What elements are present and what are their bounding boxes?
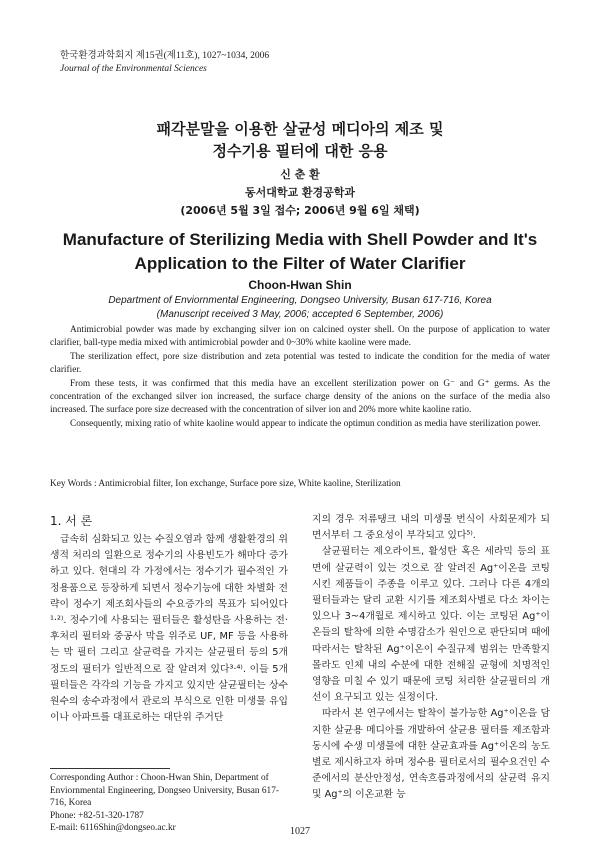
journal-name-en: Journal of the Environmental Sciences <box>60 64 207 74</box>
keywords: Key Words : Antimicrobial filter, Ion exchange, Surface pore size, White kaoline, Sterilization <box>50 479 401 489</box>
body-paragraph: 지의 경우 저류탱크 내의 미생물 번식이 사회문제가 되면서부터 그 중요성이 부각되고 있다⁵⁾. <box>312 514 550 542</box>
abstract <box>50 324 550 431</box>
title-english <box>40 228 560 276</box>
author-block-english <box>40 294 560 322</box>
body-paragraph: 따라서 본 연구에서는 탈착이 불가능한 Ag⁺이온을 담지한 살균용 메디아를 개발하여 살균용 필터를 제조함과 동시에 수생 미생물에 대한 살균효과를 Ag⁺이온의 농도별로 제시하고자 하며 정수용 필터로서의 필수요건인 수준에서의 분산안정성, 연속흐름과정에서의 살균력 유지 및 Ag⁺의 이온교환 능 <box>312 708 550 801</box>
abstract-paragraph-2: The sterilization effect, pore size distribution and zeta potential was tested to indicate the condition for the media of water clarifier. <box>50 351 550 376</box>
body-paragraph: 급속히 심화되고 있는 수질오염과 함께 생활환경의 위생적 처리의 일환으로 정수기의 사용빈도가 해마다 증가하고 있다. 현대의 각 가정에서는 정수기가 필수적인 가정용품으로 등장하게 되면서 정수기능에 대한 차별화 전략이 정수기 제조회사들의 수요증가의 목표가 되어있다¹·²⁾. 정수기에 사용되는 필터들은 활성탄을 사용하는 전·후처리 필터와 중공사 막을 위주로 UF, MF 등을 사용하는 막 필터 그리고 살균력을 가지는 살균필터 등의 5개 정도의 필터가 일반적으로 잘 알려져 있다³·⁴⁾. 이들 5개 필터들은 각각의 기능을 가지고 있지만 살균필터는 상수원수의 송수과정에서 관로의 부식으로 인한 미생물 유입이나 아파트를 대표로하는 대단위 주거단 <box>50 534 288 724</box>
title-english-line2: Application to the Filter of Water Clarifier <box>134 254 466 273</box>
affiliation-korean: 동서대학교 환경공학과 <box>244 186 356 199</box>
title-korean-line2: 정수기용 필터에 대한 응용 <box>212 142 388 160</box>
abstract-paragraph-3: From these tests, it was confirmed that this media have an excellent sterilization power on G⁻ and G⁺ germs. As the concentration of the exchanged silver ion increased, the surface charge density of the anions on the surface of the media also increased. The surface pore size decreased with the concentration of silver ion and 20% more white kaoline ratio. <box>50 378 550 416</box>
abstract-paragraph-1: Antimicrobial powder was made by exchanging silver ion on calcined oyster shell. On the purpose of application to water clarifier, ball-type media mixed with antimicrobial powder and 0~30% white kaoline were made. <box>50 325 550 349</box>
title-korean-line1: 패각분말을 이용한 살균성 메디아의 제조 및 <box>156 120 444 138</box>
page-number: 1027 <box>290 826 310 837</box>
author-name-korean: 신 춘 환 <box>280 168 320 181</box>
body-paragraph: 살균필터는 제오라이트, 활성탄 혹은 세라믹 등의 표면에 살균력이 있는 것으로 잘 알려진 Ag⁺이온을 코팅시킨 제품들이 주종을 이루고 있다. 그러나 다른 4개의 필터들과는 달리 교환 시기를 제조회사별로 다소 차이는 있으나 3~4개월로 제시하고 있다. 이는 코팅된 Ag⁺이온들의 탈착에 의한 수명감소가 원인으로 판단되며 때에 따라서는 탈착된 Ag⁺이온이 수질규제 범위는 만족할지 몰라도 인체 내의 수분에 대한 전해질 균형에 치명적인 영향을 미칠 수 있기 때문에 코팅 처리한 살균필터의 개선이 요구되고 있는 실정이다. <box>312 546 550 704</box>
footnote-divider <box>50 768 170 769</box>
author-name-english: Choon-Hwan Shin <box>248 278 352 292</box>
author-block-korean <box>60 166 540 220</box>
title-korean <box>60 118 540 162</box>
journal-header <box>60 50 540 76</box>
body-column-right <box>312 512 550 804</box>
footnote-phone: Phone: +82-51-320-1787 <box>50 810 144 821</box>
section-heading-introduction: 1. 서 론 <box>50 514 93 528</box>
body-column-left <box>50 512 288 726</box>
footnote-corresponding-author: Corresponding Author : Choon-Hwan Shin, Department of Enviornmental Engineering, Dongseo University, Busan 617-716, Korea <box>50 773 279 809</box>
dates-english: (Manuscript received 3 May, 2006; accepted 6 September, 2006) <box>156 309 444 320</box>
abstract-paragraph-4: Consequently, mixing ratio of white kaoline would appear to indicate the optimun condition as media have sterilization power. <box>70 418 541 429</box>
footnote-email: E-mail: 6116Shin@dongseo.ac.kr <box>50 823 176 834</box>
dates-korean: (2006년 5월 3일 접수; 2006년 9월 6일 채택) <box>180 204 420 217</box>
title-english-line1: Manufacture of Sterilizing Media with Shell Powder and It's <box>62 230 538 249</box>
journal-citation-kr: 한국환경과학회지 제15권(제11호), 1027~1034, 2006 <box>60 51 270 61</box>
affiliation-english: Department of Enviornmental Engineering, Dongseo University, Busan 617-716, Korea <box>108 295 492 306</box>
